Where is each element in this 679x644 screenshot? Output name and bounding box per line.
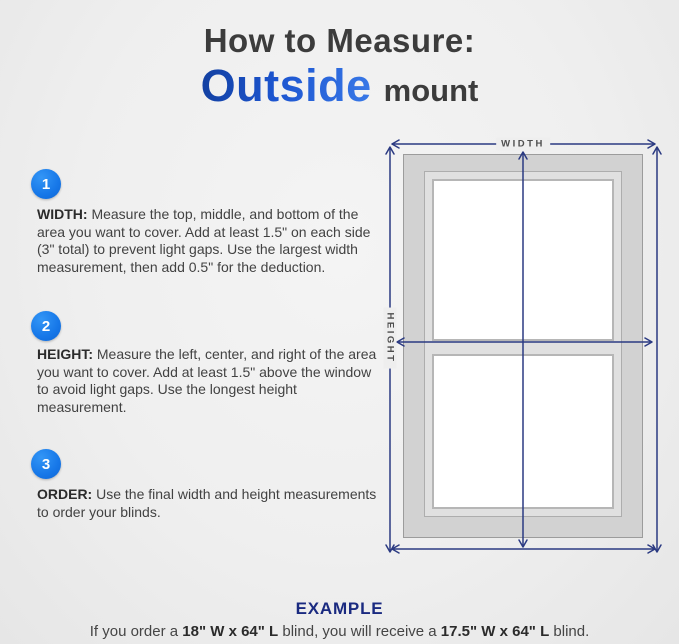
example-section	[0, 599, 679, 640]
example-received-size: 17.5" W x 64" L	[440, 623, 550, 640]
window-glass	[432, 179, 614, 509]
example-heading: EXAMPLE	[295, 599, 384, 618]
example-middle: blind, you will receive a	[278, 623, 441, 640]
example-text	[0, 623, 679, 640]
window-frame-outer	[403, 154, 643, 538]
width-label: WIDTH	[496, 138, 550, 151]
title-suffix: mount	[383, 72, 479, 108]
example-ordered-size: 18" W x 64" L	[182, 623, 279, 640]
step-1-body: Measure the top, middle, and bottom of the area you want to cover. Add at least 1.5" on each side (3" total) to prevent light gaps. Use the largest width measurement, then add 0.5" for the deduction.	[37, 206, 371, 275]
step-2-label: HEIGHT:	[37, 346, 93, 362]
step-1-label: WIDTH:	[37, 206, 88, 222]
example-prefix: If you order a	[89, 623, 183, 640]
window-frame-inner	[424, 171, 622, 517]
step-3-body: Use the final width and height measurements to order your blinds.	[37, 486, 377, 520]
example-suffix: blind.	[549, 623, 590, 640]
title-line1: How to Measure:	[203, 22, 476, 59]
height-label: HEIGHT	[384, 308, 397, 369]
step-3-label: ORDER:	[37, 486, 93, 502]
window-pane-bottom	[432, 354, 614, 509]
step-1-number: 1	[41, 175, 51, 193]
step-2-body: Measure the left, center, and right of the area you want to cover. Add at least 1.5" above the window to avoid light gaps. Use the longest height measurement.	[37, 346, 377, 415]
step-2-number: 2	[41, 317, 51, 335]
window-pane-top	[432, 179, 614, 341]
title-highlight: Outside	[200, 59, 372, 111]
step-3-number: 3	[41, 455, 51, 473]
